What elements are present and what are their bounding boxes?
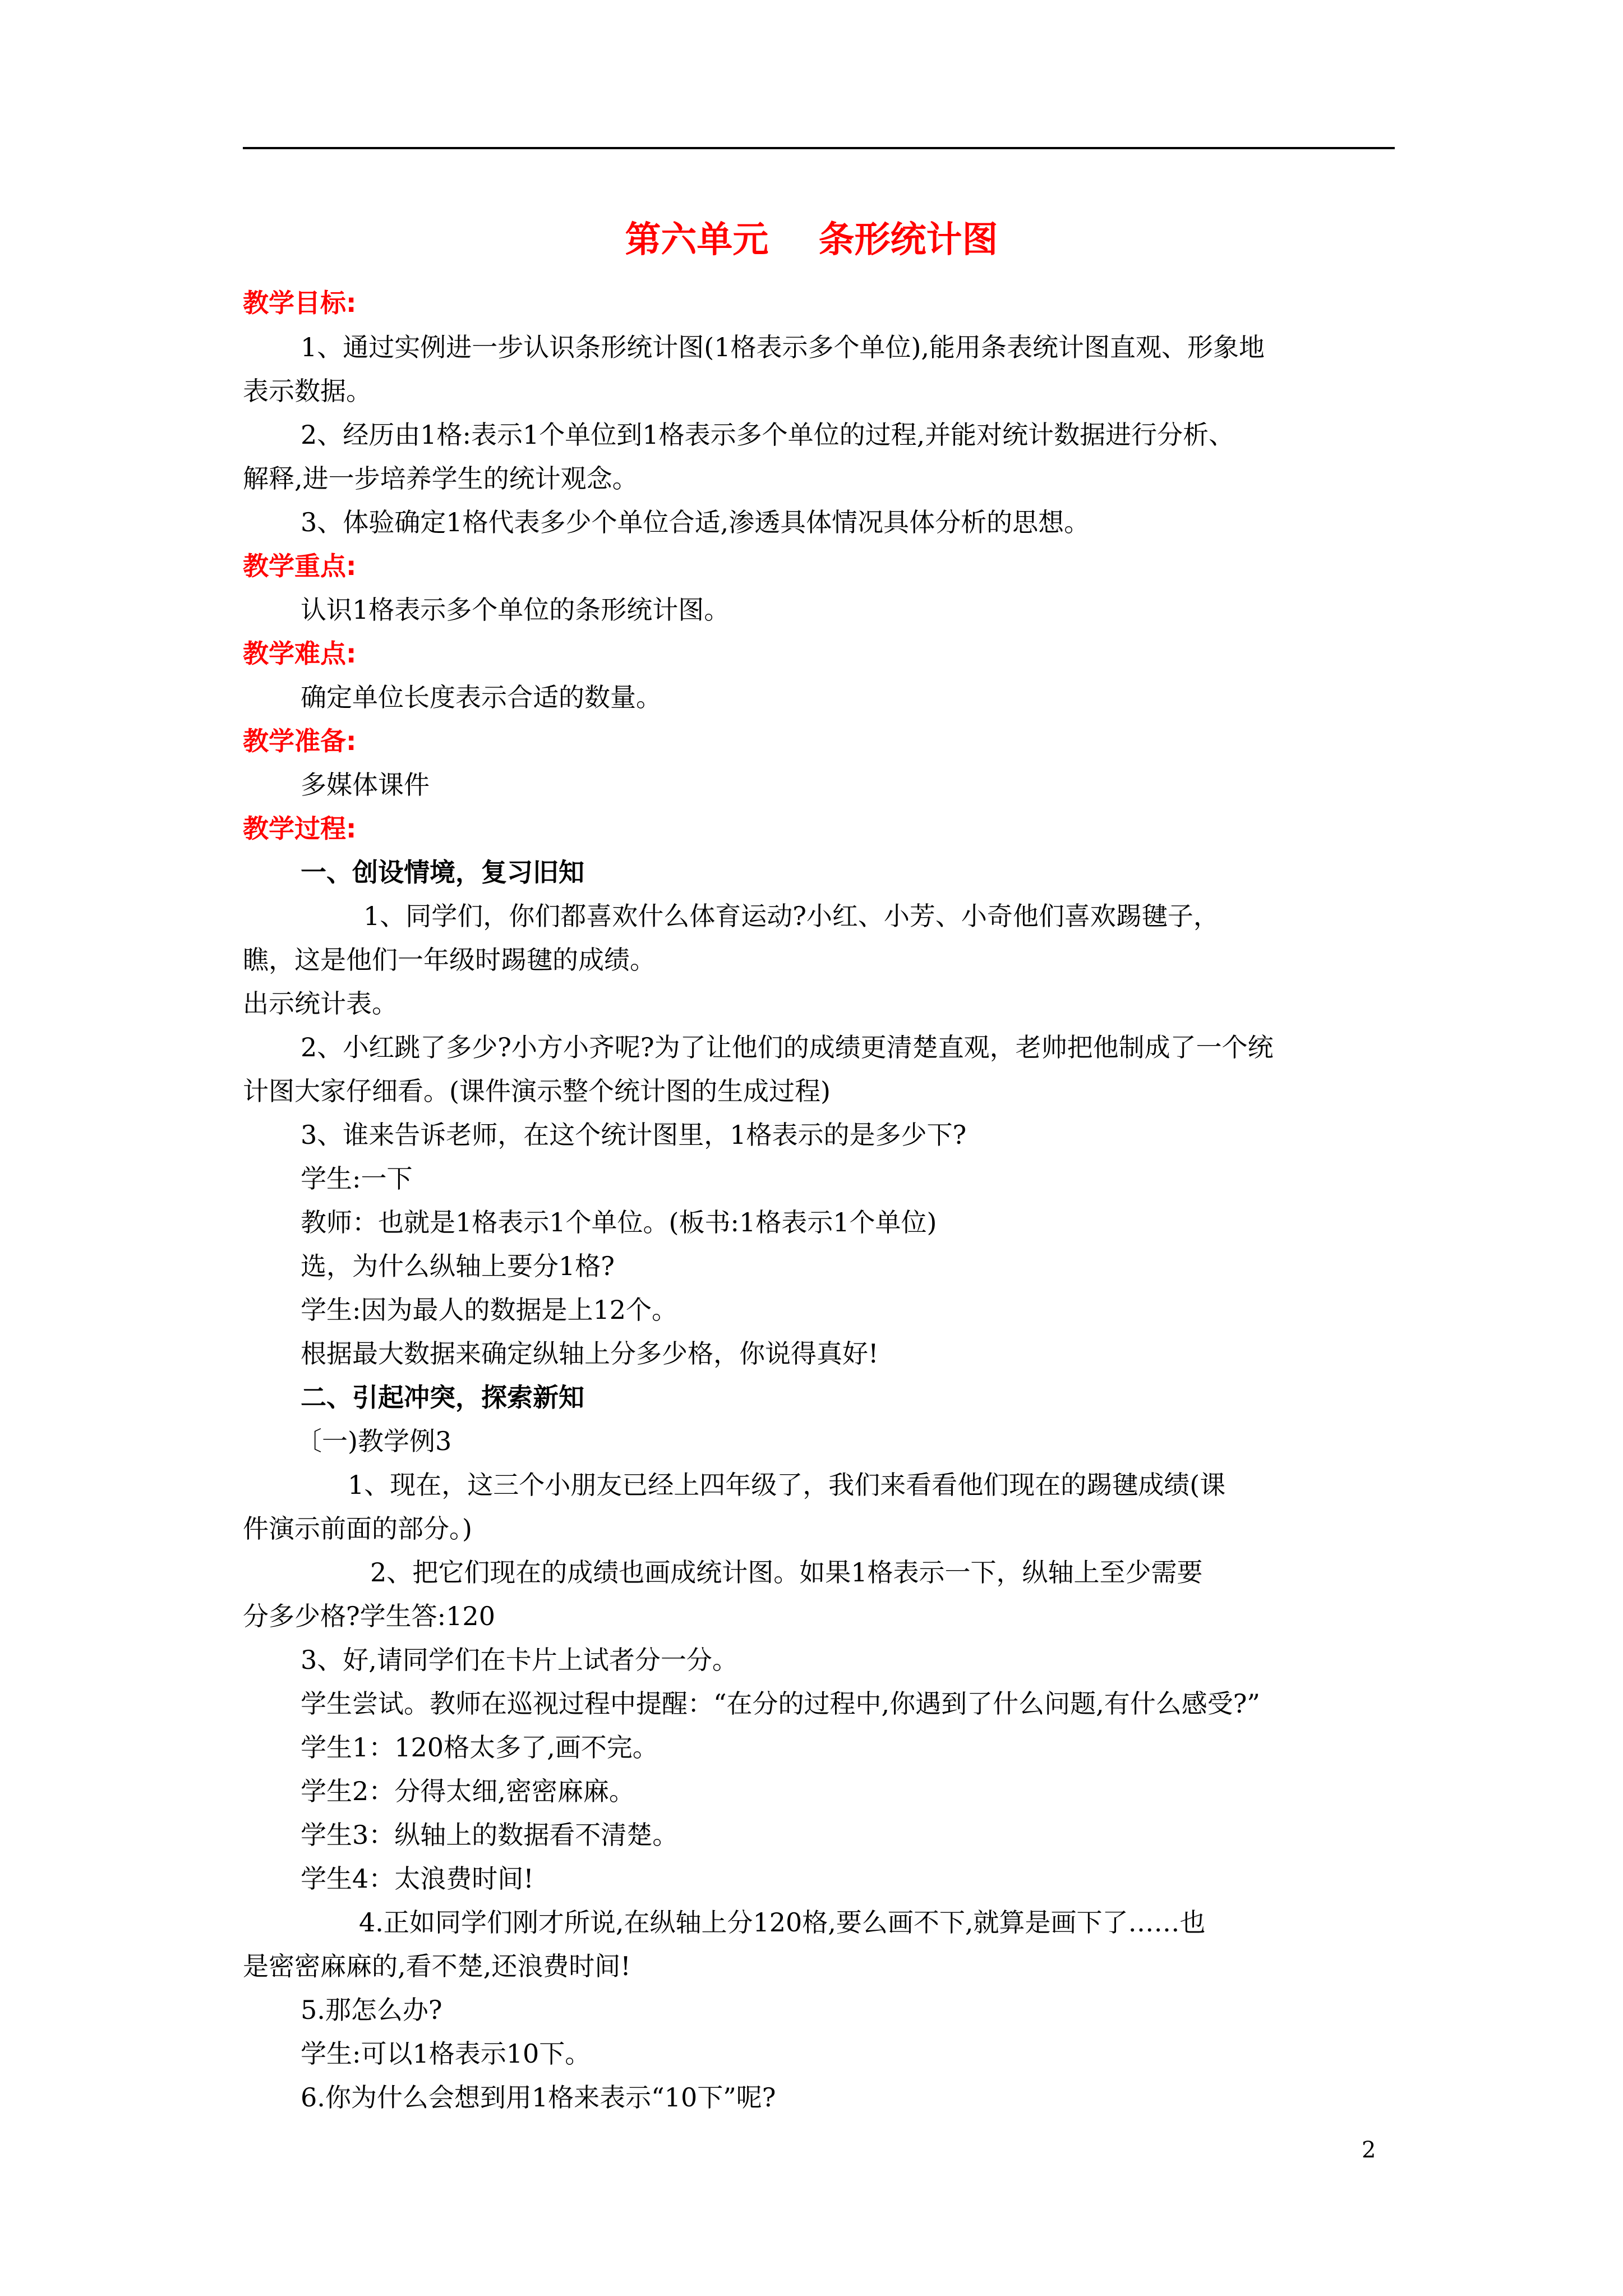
page-number: 2 <box>1362 2137 1376 2163</box>
text-line: 2、小红跳了多少?小方小齐呢?为了让他们的成绩更清楚直观，老帅把他制成了一个统 <box>301 1032 1274 1062</box>
text-line: 学生:一下 <box>301 1163 413 1194</box>
heading-process: 教学过程: <box>243 813 357 844</box>
text-line: 1、现在，这三个小朋友已经上四年级了，我们来看看他们现在的踢毽成绩(课 <box>348 1470 1226 1500</box>
heading-key-points: 教学重点: <box>243 551 357 581</box>
text-line: 计图大家仔细看。(课件演示整个统计图的生成过程) <box>243 1076 831 1106</box>
text-line: 学生4：太浪费时间! <box>301 1864 534 1894</box>
text-line: 教师：也就是1格表示1个单位。(板书:1格表示1个单位) <box>301 1207 937 1237</box>
text-line: 1、同学们，你们都喜欢什么体育运动?小红、小芳、小奇他们喜欢踢毽子， <box>363 901 1219 931</box>
text-line: 学生:可以1格表示10下。 <box>301 2039 591 2069</box>
text-line: 瞧，这是他们一年级时踢毽的成绩。 <box>243 945 656 975</box>
heading-objectives: 教学目标: <box>243 288 357 318</box>
heading-preparation: 教学准备: <box>243 726 357 756</box>
text-line: 学生2：分得太细,密密麻麻。 <box>301 1776 635 1806</box>
text-line: 〔一)教学例3 <box>296 1426 452 1456</box>
text-line: 5.那怎么办? <box>301 1995 442 2025</box>
text-line: 多媒体课件 <box>301 770 430 800</box>
text-line: 1、通过实例进一步认识条形统计图(1格表示多个单位),能用条表统计图直观、形象地 <box>301 332 1265 362</box>
document-title: 第六单元 条形统计图 <box>625 219 998 261</box>
text-line: 件演示前面的部分。) <box>243 1513 472 1544</box>
text-line: 3、好,请同学们在卡片上试者分一分。 <box>301 1645 738 1675</box>
text-line: 选，为什么纵轴上要分1格? <box>301 1251 615 1281</box>
text-line: 出示统计表。 <box>243 988 398 1019</box>
text-line: 学生3：纵轴上的数据看不清楚。 <box>301 1820 679 1850</box>
text-line: 6.你为什么会想到用1格来表示“10下”呢? <box>301 2082 776 2113</box>
text-line: 4.正如同学们刚才所说,在纵轴上分120格,要么画不下,就算是画下了……也 <box>359 1907 1206 1938</box>
text-line: 分多少格?学生答:120 <box>243 1601 495 1631</box>
text-line: 学生尝试。教师在巡视过程中提醒：“在分的过程中,你遇到了什么问题,有什么感受?” <box>301 1688 1260 1719</box>
text-line: 认识1格表示多个单位的条形统计图。 <box>301 595 730 625</box>
text-line: 确定单位长度表示合适的数量。 <box>301 682 662 712</box>
text-line: 3、体验确定1格代表多少个单位合适,渗透具体情况具体分析的思想。 <box>301 507 1090 537</box>
header-rule <box>243 147 1395 149</box>
text-line: 是密密麻麻的,看不楚,还浪费时间! <box>243 1951 631 1981</box>
text-line: 2、把它们现在的成绩也画成统计图。如果1格表示一下，纵轴上至少需要 <box>370 1557 1203 1588</box>
text-line: 学生:因为最人的数据是上12个。 <box>301 1295 678 1325</box>
text-line: 3、谁来告诉老师，在这个统计图里，1格表示的是多少下? <box>301 1120 967 1150</box>
heading-difficulties: 教学难点: <box>243 638 357 669</box>
text-line: 表示数据。 <box>243 376 372 406</box>
text-line: 2、经历由1格:表示1个单位到1格表示多个单位的过程,并能对统计数据进行分析、 <box>301 420 1235 450</box>
section-heading-1: 一、创设情境，复习旧知 <box>301 857 584 887</box>
text-line: 学生1：120格太多了,画不完。 <box>301 1732 658 1763</box>
text-line: 根据最大数据来确定纵轴上分多少格，你说得真好! <box>301 1338 879 1369</box>
section-heading-2: 二、引起冲突，探索新知 <box>301 1382 584 1412</box>
text-line: 解释,进一步培养学生的统计观念。 <box>243 463 638 494</box>
